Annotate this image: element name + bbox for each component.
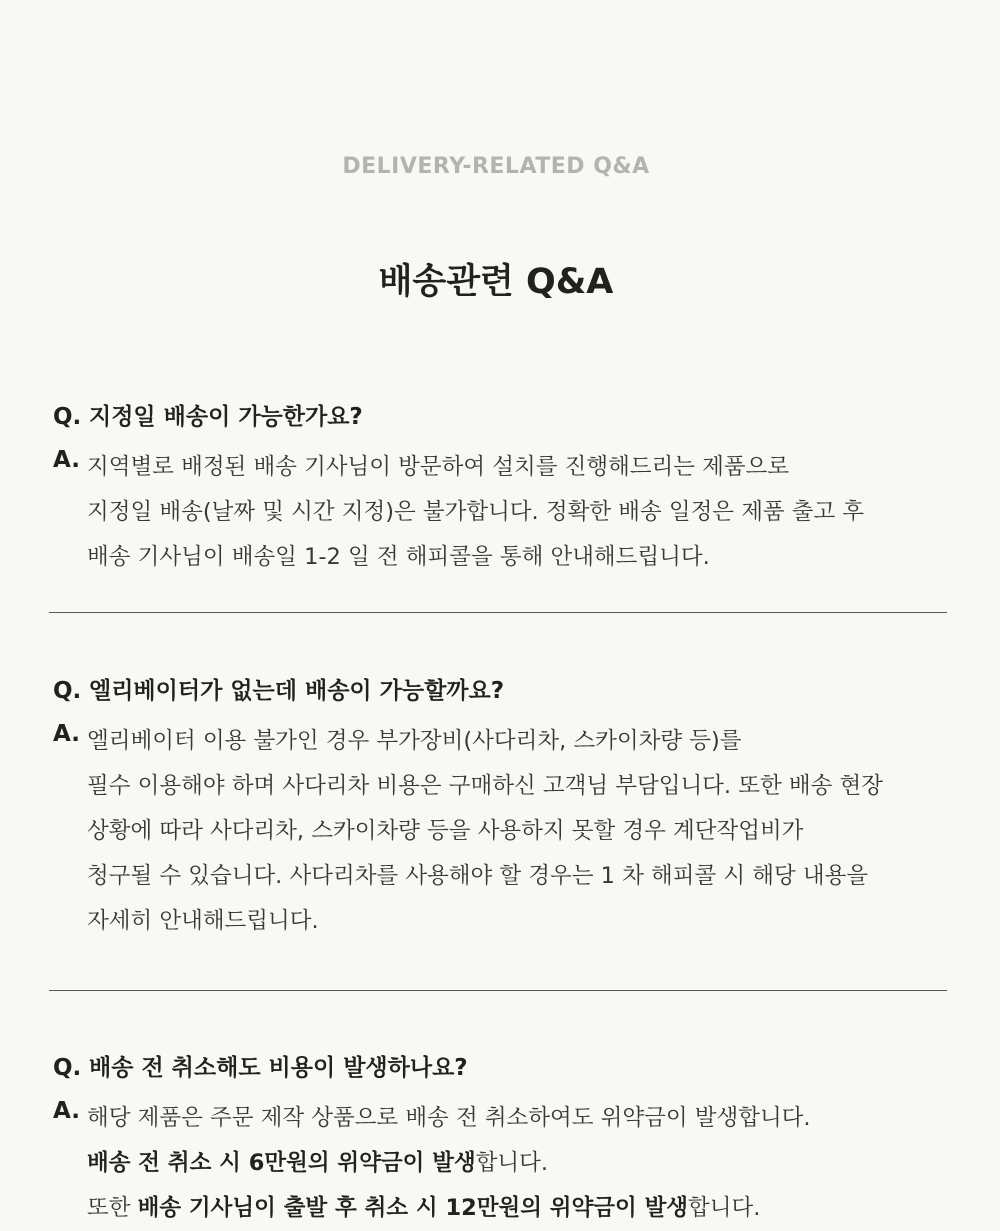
answer-prefix: A. bbox=[53, 721, 80, 747]
answer-text: 합니다. bbox=[475, 1150, 549, 1176]
qa-item-2 bbox=[53, 672, 953, 944]
answer-line: 상황에 따라 사다리차, 스카이차량 등을 사용하지 못할 경우 계단작업비가 bbox=[87, 818, 804, 844]
page-title: 배송관련 Q&A bbox=[378, 262, 614, 302]
question-prefix: Q. bbox=[53, 404, 82, 430]
question-row bbox=[53, 1049, 953, 1082]
answer-line: 해당 제품은 주문 제작 상품으로 배송 전 취소하여도 위약금이 발생합니다. bbox=[87, 1105, 811, 1131]
question-row bbox=[53, 672, 953, 705]
answer-line: 필수 이용해야 하며 사다리차 비용은 구매하신 고객님 부담입니다. 또한 배송 현장 bbox=[87, 773, 883, 799]
answer-prefix: A. bbox=[53, 447, 80, 473]
divider bbox=[49, 612, 947, 613]
answer-emphasis: 배송 기사님이 출발 후 취소 시 12만원의 위약금이 발생 bbox=[137, 1195, 689, 1221]
answer-line: 배송 기사님이 배송일 1-2 일 전 해피콜을 통해 안내해드립니다. bbox=[87, 544, 710, 570]
section-eyebrow: DELIVERY-RELATED Q&A bbox=[342, 154, 650, 179]
answer-line bbox=[87, 1186, 953, 1231]
answer-block bbox=[53, 1096, 953, 1231]
question-text: 엘리베이터가 없는데 배송이 가능할까요? bbox=[89, 678, 505, 704]
answer-text: 합니다. bbox=[688, 1195, 761, 1221]
question-prefix: Q. bbox=[53, 678, 82, 704]
question-row bbox=[53, 398, 953, 431]
divider bbox=[49, 990, 947, 991]
answer-prefix: A. bbox=[53, 1098, 80, 1124]
answer-block bbox=[53, 719, 953, 944]
answer-line: 엘리베이터 이용 불가인 경우 부가장비(사다리차, 스카이차량 등)를 bbox=[87, 728, 742, 754]
question-text: 지정일 배송이 가능한가요? bbox=[89, 404, 363, 430]
answer-text: 또한 bbox=[87, 1195, 138, 1221]
answer-line: 지정일 배송(날짜 및 시간 지정)은 불가합니다. 정확한 배송 일정은 제품 출고 후 bbox=[87, 499, 865, 525]
answer-line: 지역별로 배정된 배송 기사님이 방문하여 설치를 진행해드리는 제품으로 bbox=[87, 454, 790, 480]
answer-block bbox=[53, 445, 953, 580]
answer-line bbox=[87, 1141, 953, 1186]
answer-line: 자세히 안내해드립니다. bbox=[87, 908, 319, 934]
question-prefix: Q. bbox=[53, 1055, 82, 1081]
answer-line: 청구될 수 있습니다. 사다리차를 사용해야 할 경우는 1 차 해피콜 시 해당 내용을 bbox=[87, 863, 869, 889]
qa-item-1 bbox=[53, 398, 953, 580]
qa-item-3 bbox=[53, 1049, 953, 1231]
answer-emphasis: 배송 전 취소 시 6만원의 위약금이 발생 bbox=[87, 1150, 476, 1176]
question-text: 배송 전 취소해도 비용이 발생하나요? bbox=[89, 1055, 468, 1081]
